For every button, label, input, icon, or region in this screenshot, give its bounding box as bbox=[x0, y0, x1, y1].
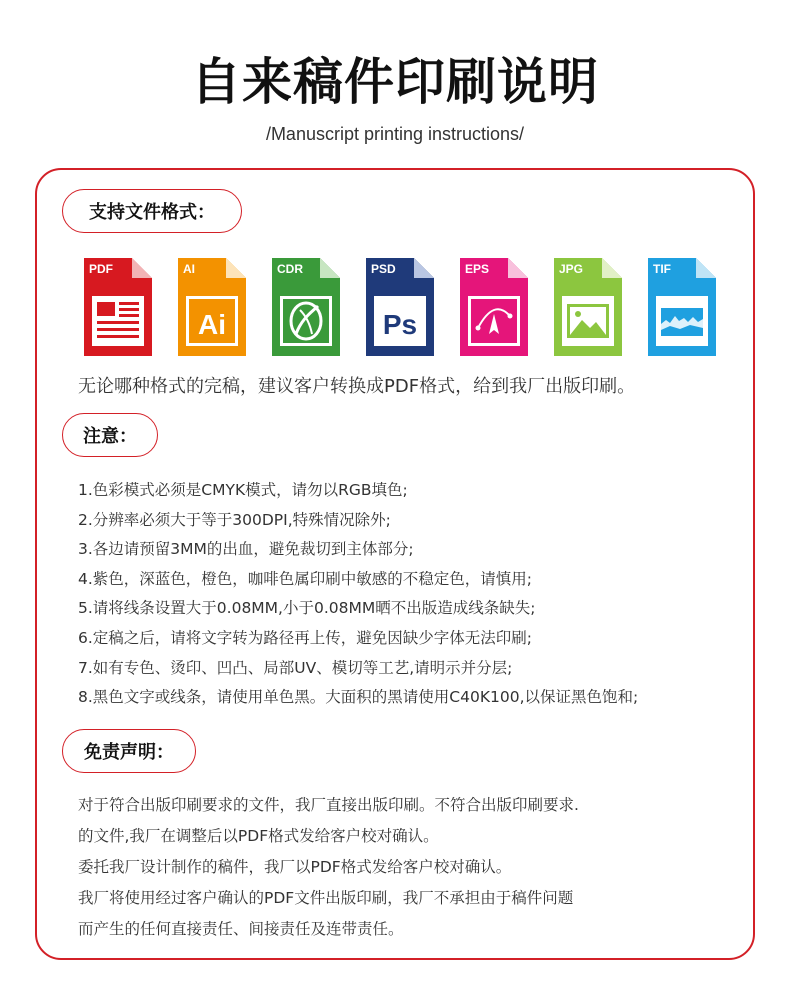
notice-list bbox=[78, 476, 738, 713]
disclaimer-text bbox=[78, 790, 738, 945]
notice-item: 8.黑色文字或线条，请使用单色黑。大面积的黑请使用C40K100,以保证黑色饱和; bbox=[78, 688, 639, 707]
image-landscape-icon bbox=[554, 258, 622, 356]
notice-item: 4.紫色，深蓝色，橙色，咖啡色属印刷中敏感的不稳定色，请慎用; bbox=[78, 569, 533, 588]
ps-glyph: Ps bbox=[382, 309, 418, 340]
cdr-ext-label: CDR bbox=[277, 262, 303, 276]
disclaimer-line: 我厂将使用经过客户确认的PDF文件出版印刷，我厂不承担由于稿件问题 bbox=[78, 889, 574, 907]
notice-item: 7.如有专色、烫印、凹凸、局部UV、模切等工艺,请明示并分层; bbox=[78, 658, 513, 677]
pdf-document-icon bbox=[84, 258, 152, 356]
page-title: 自来稿件印刷说明 bbox=[191, 53, 599, 111]
tif-ext-label: TIF bbox=[653, 262, 671, 276]
page-subtitle: /Manuscript printing instructions/ bbox=[265, 124, 525, 144]
notice-item: 3.各边请预留3MM的出血，避免裁切到主体部分; bbox=[78, 540, 414, 559]
formats-section-label: 支持文件格式： bbox=[62, 189, 242, 233]
notice-item: 5.请将线条设置大于0.08MM,小于0.08MM晒不出版造成线条缺失; bbox=[78, 599, 536, 618]
formats-recommendation: 无论哪种格式的完稿，建议客户转换成PDF格式，给到我厂出版印刷。 bbox=[78, 376, 636, 397]
coreldraw-icon bbox=[272, 258, 340, 356]
illustrator-icon bbox=[178, 258, 246, 356]
pdf-ext-label: PDF bbox=[89, 262, 113, 276]
notice-section-label: 注意： bbox=[62, 413, 158, 457]
jpg-ext-label: JPG bbox=[559, 262, 584, 276]
disclaimer-line: 的文件,我厂在调整后以PDF格式发给客户校对确认。 bbox=[78, 827, 439, 845]
vector-pen-icon bbox=[460, 258, 528, 356]
disclaimer-section-label: 免责声明： bbox=[62, 729, 196, 773]
disclaimer-line: 而产生的任何直接责任、间接责任及连带责任。 bbox=[78, 920, 404, 938]
psd-ext-label: PSD bbox=[371, 262, 396, 276]
ai-glyph: Ai bbox=[198, 309, 226, 340]
image-photo-icon bbox=[648, 258, 716, 356]
eps-ext-label: EPS bbox=[465, 262, 490, 276]
file-format-icons bbox=[84, 258, 724, 358]
photoshop-icon bbox=[366, 258, 434, 356]
notice-item: 1.色彩模式必须是CMYK模式，请勿以RGB填色; bbox=[78, 481, 408, 499]
disclaimer-line: 对于符合出版印刷要求的文件，我厂直接出版印刷。不符合出版印刷要求. bbox=[78, 796, 579, 814]
notice-item: 6.定稿之后，请将文字转为路径再上传，避免因缺少字体无法印刷; bbox=[78, 628, 533, 647]
disclaimer-line: 委托我厂设计制作的稿件，我厂以PDF格式发给客户校对确认。 bbox=[78, 858, 512, 876]
notice-item: 2.分辨率必须大于等于300DPI,特殊情况除外; bbox=[78, 510, 391, 529]
ai-ext-label: AI bbox=[183, 262, 195, 276]
